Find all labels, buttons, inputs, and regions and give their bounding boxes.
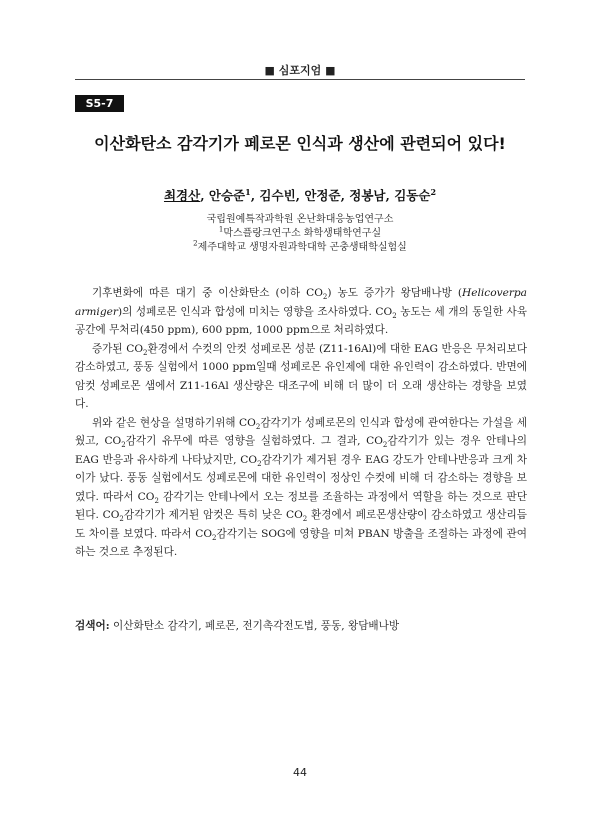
paper-title: 이산화탄소 감각기가 페로몬 인식과 생산에 관련되어 있다! xyxy=(94,134,506,153)
header-divider xyxy=(75,79,525,80)
abstract-paragraph: 증가된 $CO_2$환경에서 수컷의 안컷 성페로몬 성분 (Z11-16Al)에 대한 EAG 반응은 무처리보다 감소하였고, 풍동 실험에서 1000 ppm일때 성페로몬 유인제에 대한 유인력이 감소하였다. 반면에 암컷 성페로몬 샘에서 Z11-16Al 생산량은 대조구에 비해 더 많이 더 오래 생산하는 경향을 보였다. xyxy=(75,342,527,410)
author-list xyxy=(60,186,540,204)
keywords xyxy=(75,618,527,634)
affiliation-marker: 2 xyxy=(430,186,437,197)
affiliation-marker: 1 xyxy=(245,186,251,197)
section-header: ■ 심포지엄 ■ xyxy=(264,64,336,77)
species-name: Helicoverpa armiger xyxy=(75,287,527,318)
abstract-paragraph: 기후변화에 따른 대기 중 이산화탄소 (이하 $CO_2$) 농도 증가가 왕담배나방 (Helicoverpa armiger)의 성페로몬 인식과 합성에 미치는 영향을 조사하였다. $CO_2$ 농도는 세 개의 동일한 사육공간에 무처리(450 ppm), 600 ppm, 1000 ppm으로 처리하였다. xyxy=(75,287,528,336)
first-author: 최경산 xyxy=(163,188,201,203)
author-names: , 김수빈, 안정준, 정봉남, 김동순 xyxy=(250,188,431,203)
author-names: , 안승준 xyxy=(200,188,246,203)
abstract-body xyxy=(75,284,527,562)
affiliation-line: $^1$막스플랑크연구소 화학생태학연구실 xyxy=(218,225,382,239)
keywords-label: 검색어: xyxy=(75,620,110,632)
affiliation-line: 국립원예특작과학원 온난화대응농업연구소 xyxy=(206,214,394,225)
abstract-paragraph: 위와 같은 현상을 설명하기위해 $CO_2$감각기가 성페로몬의 인식과 합성에 관여한다는 가설을 세웠고, $CO_2$감각기 유무에 따른 영향을 실험하였다. 그 결과, $CO_2$감각기가 있는 경우 안테나의 EAG 반응과 유사하게 나타났지만, $CO_2$감각기가 제거된 경우 EAG 강도가 안테나반응과 크게 차이가 났다. 풍동 실험에서도 성페로몬에 대한 유인력이 정상인 수컷에 비해 더 감소하는 경향을 보였다. 따라서 $CO_2$ 감각기는 안테나에서 오는 정보를 조율하는 과정에서 역할을 하는 것으로 판단된다. $CO_2$감각기가 제거된 암컷은 특히 낮은 $CO_2$ 환경에서 페로몬생산량이 감소하였고 생산리듬도 차이를 보였다. 따라서 $CO_2$감각기는 SOG에 영향을 미쳐 PBAN 방출을 조절하는 과정에 관여하는 것으로 추정된다. xyxy=(75,416,528,558)
affiliation-line: $^2$제주대학교 생명자원과학대학 곤충생태학실험실 xyxy=(193,239,407,253)
session-tag: S5-7 xyxy=(75,95,124,112)
page-number: 44 xyxy=(293,766,307,779)
keywords-text: 이산화탄소 감각기, 페로몬, 전기촉각전도법, 풍동, 왕담배나방 xyxy=(109,620,400,632)
